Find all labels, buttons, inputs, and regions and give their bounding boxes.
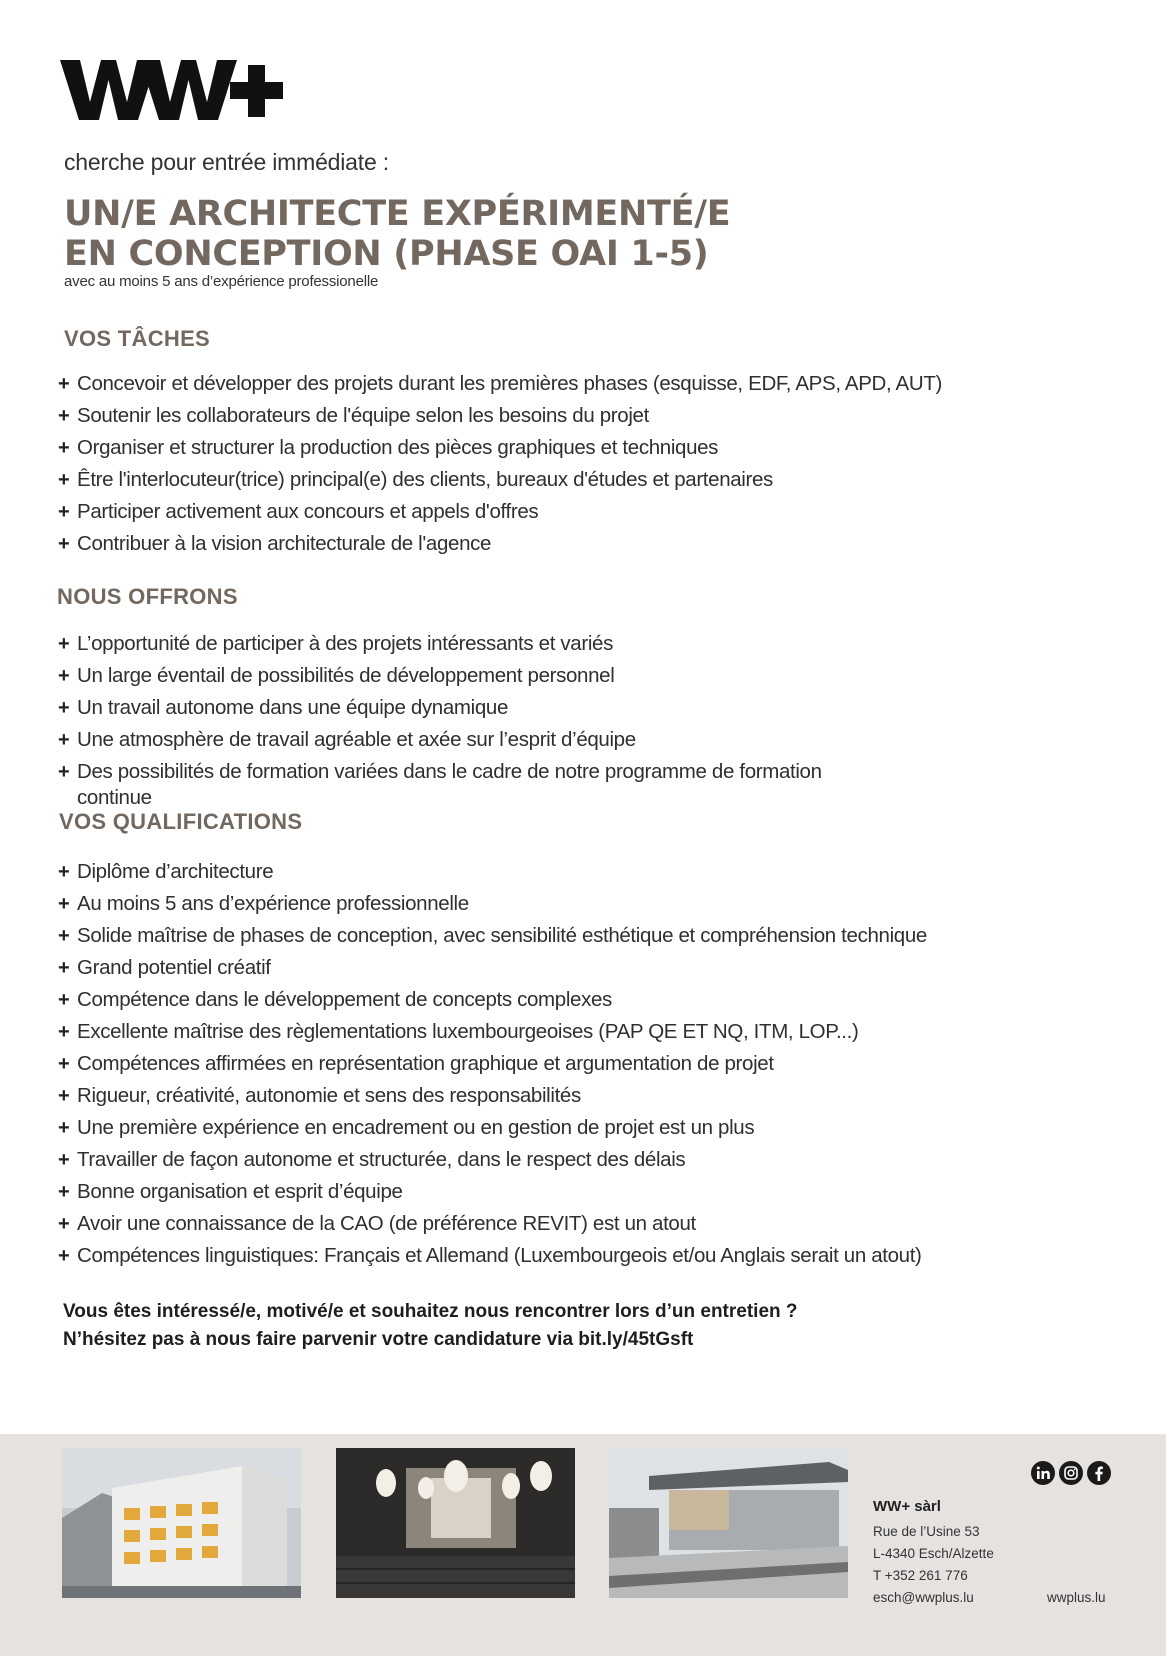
company-name: WW+ sàrl (873, 1498, 941, 1515)
list-item: + Bonne organisation et esprit d’équipe (58, 1176, 927, 1208)
list-item: + Des possibilités de formation variées dans le cadre de notre programme de formation continue (58, 760, 822, 809)
plus-bullet-icon: + (58, 501, 70, 523)
address-city: L-4340 Esch/Alzette (873, 1546, 994, 1561)
offers-heading: NOUS OFFRONS (57, 584, 238, 609)
tasks-heading: VOS TÂCHES (64, 326, 211, 351)
qualifications-list (58, 856, 927, 1272)
address-street: Rue de l’Usine 53 (873, 1524, 980, 1539)
list-item: + L’opportunité de participer à des projets intéressants et variés (58, 628, 857, 660)
city-concorde-building-photo (609, 1448, 848, 1598)
job-title (64, 194, 730, 274)
plus-bullet-icon: + (58, 1181, 70, 1203)
list-item: + Solide maîtrise de phases de conception, avec sensibilité esthétique et compréhension technique (58, 920, 927, 952)
offers-list (58, 628, 857, 811)
website-link[interactable]: wwplus.lu (1047, 1590, 1106, 1605)
list-item: + Soutenir les collaborateurs de l'équipe selon les besoins du projet (58, 400, 942, 432)
plus-bullet-icon: + (58, 373, 70, 395)
plus-bullet-icon: + (58, 861, 70, 883)
plus-bullet-icon: + (58, 533, 70, 555)
list-item: + Grand potentiel créatif (58, 952, 927, 984)
list-item: + Participer activement aux concours et appels d'offres (58, 496, 942, 528)
plus-bullet-icon: + (58, 633, 70, 655)
plus-bullet-icon: + (58, 1245, 70, 1267)
plus-bullet-icon: + (58, 1053, 70, 1075)
plus-bullet-icon: + (58, 1213, 70, 1235)
plus-bullet-icon: + (58, 697, 70, 719)
plus-bullet-icon: + (58, 665, 70, 687)
footer (0, 1434, 1166, 1656)
list-item: + Un travail autonome dans une équipe dynamique (58, 692, 857, 724)
tasks-list (58, 368, 942, 560)
plus-bullet-icon: + (58, 437, 70, 459)
list-item: + Rigueur, créativité, autonomie et sens des responsabilités (58, 1080, 927, 1112)
list-item: + Excellente maîtrise des règlementations luxembourgeoises (PAP QE ET NQ, ITM, LOP...) (58, 1016, 927, 1048)
list-item: + Diplôme d’architecture (58, 856, 927, 888)
qualifications-heading: VOS QUALIFICATIONS (59, 809, 303, 834)
plus-bullet-icon: + (58, 1021, 70, 1043)
plus-bullet-icon: + (58, 957, 70, 979)
list-item: + Être l'interlocuteur(trice) principal(e) des clients, bureaux d'études et partenaires (58, 464, 942, 496)
list-item: + Une atmosphère de travail agréable et axée sur l’esprit d’équipe (58, 724, 857, 756)
plus-bullet-icon: + (58, 893, 70, 915)
list-item: + Un large éventail de possibilités de développement personnel (58, 660, 857, 692)
restaurant-interior-photo (336, 1448, 575, 1598)
list-item: + Une première expérience en encadrement ou en gestion de projet est un plus (58, 1112, 927, 1144)
job-title-line-1: UN/E ARCHITECTE EXPÉRIMENTÉ/E (64, 194, 731, 234)
plus-bullet-icon: + (58, 761, 70, 783)
phone-number[interactable]: T +352 261 776 (873, 1568, 968, 1583)
job-title-line-2: EN CONCEPTION (PHASE OAI 1-5) (64, 234, 709, 274)
plus-bullet-icon: + (58, 405, 70, 427)
plus-bullet-icon: + (58, 1149, 70, 1171)
list-item: + Travailler de façon autonome et structurée, dans le respect des délais (58, 1144, 927, 1176)
list-item: + Concevoir et développer des projets durant les premières phases (esquisse, EDF, APS, APD, AUT) (58, 368, 942, 400)
call-to-action (63, 1298, 798, 1354)
plus-bullet-icon: + (58, 925, 70, 947)
list-item: + Avoir une connaissance de la CAO (de préférence REVIT) est un atout (58, 1208, 927, 1240)
plus-bullet-icon: + (58, 729, 70, 751)
instagram-icon[interactable] (1059, 1461, 1083, 1485)
list-item: + Compétences affirmées en représentation graphique et argumentation de projet (58, 1048, 927, 1080)
plus-bullet-icon: + (58, 1085, 70, 1107)
cta-line-2[interactable]: N’hésitez pas à nous faire parvenir votre candidature via bit.ly/45tGsft (63, 1329, 694, 1350)
plus-bullet-icon: + (58, 469, 70, 491)
email-link[interactable]: esch@wwplus.lu (873, 1590, 974, 1605)
facebook-icon[interactable] (1087, 1461, 1111, 1485)
wwplus-logo (60, 56, 285, 124)
cta-line-1: Vous êtes intéressé/e, motivé/e et souhaitez nous rencontrer lors d’un entretien ? (63, 1301, 798, 1322)
experience-requirement: avec au moins 5 ans d’expérience professionelle (64, 273, 379, 290)
list-item: + Au moins 5 ans d’expérience professionnelle (58, 888, 927, 920)
list-item: + Organiser et structurer la production des pièces graphiques et techniques (58, 432, 942, 464)
intro-text: cherche pour entrée immédiate : (64, 149, 389, 175)
plus-bullet-icon: + (58, 1117, 70, 1139)
list-item: + Compétence dans le développement de concepts complexes (58, 984, 927, 1016)
list-item: + Contribuer à la vision architecturale de l'agence (58, 528, 942, 560)
office-building-photo (62, 1448, 301, 1598)
linkedin-icon[interactable] (1031, 1461, 1055, 1485)
list-item: + Compétences linguistiques: Français et Allemand (Luxembourgeois et/ou Anglais serait un atout) (58, 1240, 927, 1272)
plus-bullet-icon: + (58, 989, 70, 1011)
